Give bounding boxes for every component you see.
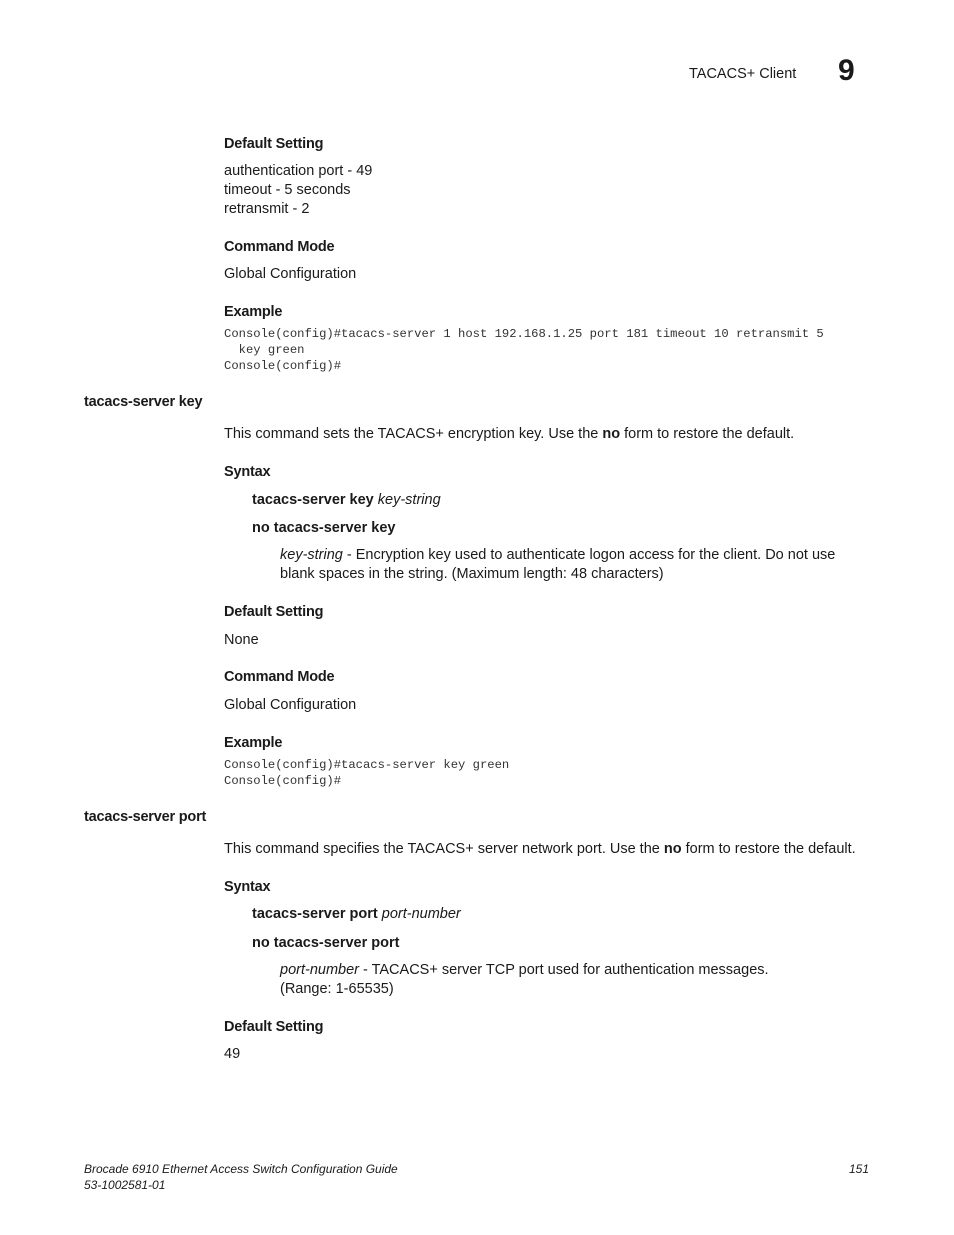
default-setting-heading-key: Default Setting	[224, 604, 324, 620]
param-desc-key-2: blank spaces in the string. (Maximum length: 48 characters)	[280, 566, 664, 582]
default-value-key: None	[224, 632, 259, 648]
syntax-heading-port: Syntax	[224, 879, 271, 895]
running-header-section: TACACS+ Client	[689, 66, 797, 82]
default-setting-heading: Default Setting	[224, 136, 324, 152]
command-description-port: This command specifies the TACACS+ server network port. Use the no form to restore the default.	[224, 841, 856, 857]
command-description-key: This command sets the TACACS+ encryption key. Use the no form to restore the default.	[224, 426, 795, 442]
syntax-heading-key: Syntax	[224, 464, 271, 480]
example-heading-key: Example	[224, 735, 283, 751]
footer-doc-number: 53-1002581-01	[84, 1178, 166, 1192]
default-setting-heading-port: Default Setting	[224, 1019, 324, 1035]
example-heading: Example	[224, 304, 283, 320]
command-mode-value-key: Global Configuration	[224, 697, 357, 713]
chapter-number: 9	[838, 54, 855, 87]
default-line-3: retransmit - 2	[224, 201, 310, 217]
command-mode-heading: Command Mode	[224, 239, 335, 255]
default-value-port: 49	[224, 1046, 241, 1062]
syntax-line-port: tacacs-server port port-number	[252, 906, 461, 922]
param-desc-port-1: port-number - TACACS+ server TCP port used for authentication messages.	[280, 962, 769, 978]
syntax-line-key: tacacs-server key key-string	[252, 492, 441, 508]
command-title-key: tacacs-server key	[84, 394, 203, 410]
param-desc-port-2: (Range: 1-65535)	[280, 981, 394, 997]
footer-title: Brocade 6910 Ethernet Access Switch Configuration Guide	[84, 1162, 398, 1176]
example-code: Console(config)#tacacs-server 1 host 192.168.1.25 port 181 timeout 10 retransmit 5 key green Console(config)#	[224, 327, 824, 373]
example-code-key: Console(config)#tacacs-server key green Console(config)#	[224, 758, 510, 788]
syntax-no-port: no tacacs-server port	[252, 935, 400, 951]
command-mode-heading-key: Command Mode	[224, 669, 335, 685]
param-desc-key-1: key-string - Encryption key used to authenticate logon access for the client. Do not use	[280, 547, 836, 563]
default-line-2: timeout - 5 seconds	[224, 182, 351, 198]
syntax-no-key: no tacacs-server key	[252, 520, 396, 536]
default-line-1: authentication port - 49	[224, 163, 373, 179]
command-mode-value: Global Configuration	[224, 266, 357, 282]
command-title-port: tacacs-server port	[84, 809, 207, 825]
footer-page-number: 151	[849, 1162, 870, 1176]
